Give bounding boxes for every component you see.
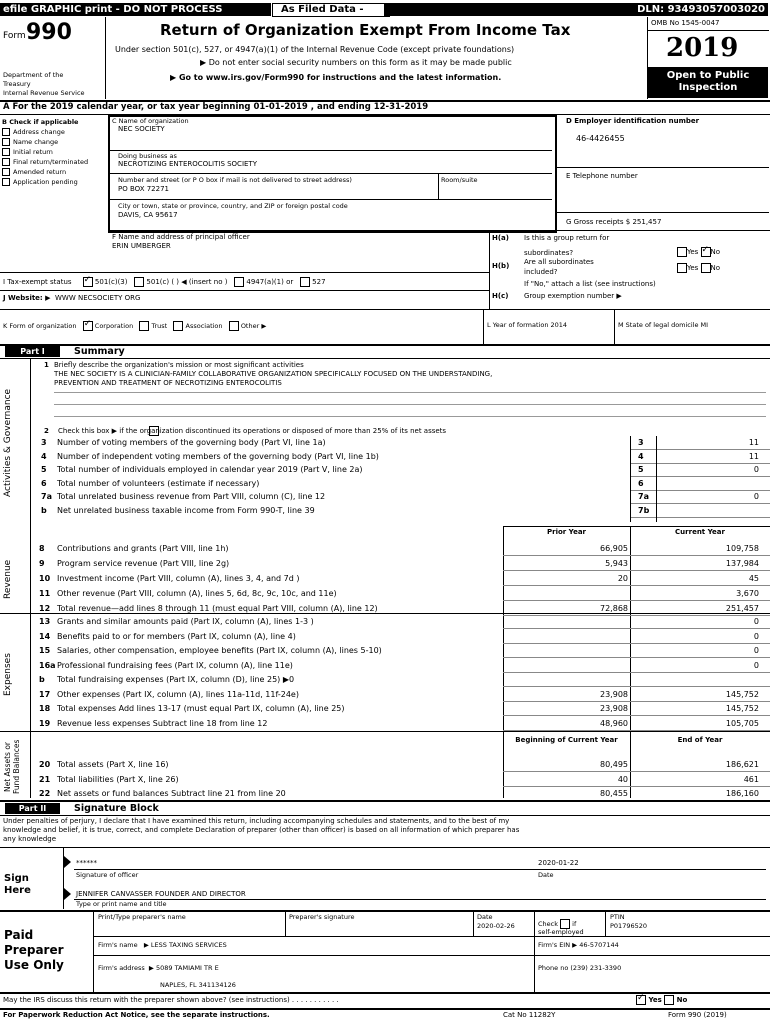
row-label: Total unrelated business revenue from Part VIII, column (C), line 12	[57, 492, 326, 501]
city-state-zip: DAVIS, CA 95617	[118, 211, 178, 219]
row-number: 15	[39, 646, 51, 655]
row-number: 9	[39, 559, 45, 568]
other-checkbox[interactable]	[229, 321, 239, 331]
tax-year: 2019	[666, 33, 739, 63]
row-line-number: 6	[638, 478, 644, 488]
check-item-checkbox[interactable]	[2, 148, 10, 156]
preparer-date: 2020-02-26	[477, 922, 515, 930]
status-4947-label: 4947(a)(1) or	[246, 278, 294, 286]
firm-address-line-2: NAPLES, FL 341134126	[160, 981, 236, 989]
row-line-number: 5	[638, 465, 644, 474]
current-year-value: 137,984	[725, 559, 759, 568]
principal-officer-label: F Name and address of principal officer	[112, 233, 250, 241]
line-a: A For the 2019 calendar year, or tax year beginning 01-01-2019 , and ending 12-31-2019	[3, 102, 429, 112]
open-to-public-badge	[648, 67, 768, 98]
preparer-date-label: Date	[477, 913, 493, 921]
row-number: 17	[39, 689, 51, 699]
check-item-label: Address change	[13, 128, 65, 136]
hc-question: Group exemption number ▶	[524, 292, 622, 300]
hb-yes-label: Yes	[687, 264, 699, 272]
year-of-formation: L Year of formation 2014	[487, 321, 568, 329]
officer-name-title: JENNIFER CANVASSER FOUNDER AND DIRECTOR	[76, 890, 246, 898]
form-subtitle: Under section 501(c), 527, or 4947(a)(1) of the Internal Revenue Code (except private foundations)	[115, 45, 515, 54]
ha-no-label: No	[710, 248, 721, 256]
check-item-label: Final return/terminated	[13, 158, 89, 166]
check-item	[2, 148, 106, 156]
row-line-number: 7a	[638, 492, 649, 501]
current-year-value: 45	[748, 574, 759, 583]
current-year-value: 461	[743, 774, 759, 784]
form-number: 990	[26, 20, 72, 45]
preparer-name-label: Print/Type preparer's name	[98, 913, 186, 921]
city-label: City or town, state or province, country, and ZIP or foreign postal code	[118, 202, 348, 210]
check-item-checkbox[interactable]	[2, 158, 10, 166]
row-number: 7a	[41, 492, 52, 501]
check-label: Check	[538, 920, 558, 928]
current-year-value: 186,621	[725, 760, 759, 769]
check-if-applicable-title: B Check if applicable	[2, 118, 79, 126]
check-item	[2, 178, 106, 186]
signature-date-label: Date	[538, 871, 554, 879]
ein-value: 46-4426455	[576, 134, 625, 143]
firm-address-label: Firm's address	[98, 964, 145, 972]
ssn-note: ▶ Do not enter social security numbers on this form as it may be made public	[200, 58, 512, 67]
mission-line-2: PREVENTION AND TREATMENT OF NECROTIZING ENTEROCOLITIS	[54, 379, 282, 387]
check-item-label: Initial return	[13, 148, 53, 156]
form-title: Return of Organization Exempt From Income Tax	[160, 21, 571, 39]
row-value: 0	[753, 465, 759, 474]
status-4947-checkbox[interactable]	[234, 277, 244, 287]
status-501c-checkbox[interactable]	[134, 277, 144, 287]
row-line-number: 4	[638, 451, 644, 461]
row-number: 13	[39, 617, 51, 626]
row-number: 8	[39, 544, 45, 553]
check-item-label: Name change	[13, 138, 59, 146]
row-label: Professional fundraising fees (Part IX, column (A), line 11e)	[57, 660, 293, 670]
status-501c-label: 501(c) ( ) ◀ (insert no )	[146, 278, 228, 286]
firm-name-row	[98, 941, 227, 949]
status-527-label: 527	[312, 278, 326, 286]
side-activities-governance: Activities & Governance	[3, 388, 13, 498]
part1-tag: Part I	[5, 346, 60, 357]
prior-year-value: 72,868	[600, 604, 628, 613]
row-label: Net assets or fund balances Subtract line 21 from line 20	[57, 789, 286, 798]
current-year-value: 145,752	[725, 689, 759, 699]
sign-arrow-2	[64, 888, 71, 900]
corporation-label: Corporation	[94, 322, 134, 330]
tax-exempt-status-label: I Tax-exempt status	[3, 278, 72, 286]
row-number: b	[39, 675, 45, 684]
row-label: Total assets (Part X, line 16)	[57, 760, 169, 769]
gross-receipts: G Gross receipts $ 251,457	[566, 218, 662, 226]
check-item-checkbox[interactable]	[2, 178, 10, 186]
officer-signature: ******	[76, 859, 97, 867]
prior-year-value: 80,455	[600, 789, 628, 798]
name-of-org-label: C Name of organization	[112, 117, 189, 125]
sign-label: Sign	[4, 873, 29, 884]
ein-label: D Employer identification number	[566, 117, 700, 125]
current-year-value: 109,758	[725, 544, 759, 553]
row-number: 14	[39, 631, 51, 641]
firm-name-label: Firm's name	[98, 941, 138, 949]
prior-year-value: 23,908	[600, 689, 628, 699]
trust-label: Trust	[151, 322, 168, 330]
hb-note: If "No," attach a list (see instructions)	[524, 280, 656, 288]
firm-phone: Phone no (239) 231-3390	[538, 964, 622, 972]
discuss-no-checkbox[interactable]	[664, 995, 674, 1005]
prior-year-value: 80,495	[600, 760, 628, 769]
row-label: Number of independent voting members of the governing body (Part VI, line 1b)	[57, 451, 379, 461]
irs-link[interactable]: ▶ Go to www.irs.gov/Form990 for instructions and the latest information.	[170, 73, 502, 82]
check-item	[2, 138, 106, 146]
row-label: Program service revenue (Part VIII, line 2g)	[57, 559, 230, 568]
status-527-checkbox[interactable]	[300, 277, 310, 287]
row-line-number: 3	[638, 438, 644, 447]
discuss-yes-label: Yes	[648, 996, 662, 1004]
row-number: 19	[39, 718, 51, 728]
row-label: Total liabilities (Part X, line 26)	[57, 774, 179, 784]
check-item-checkbox[interactable]	[2, 128, 10, 136]
row-number: 18	[39, 704, 51, 713]
preparer-label: Preparer	[4, 943, 64, 957]
mission-line-1: THE NEC SOCIETY IS A CLINICIAN-FAMILY COLLABORATIVE ORGANIZATION SPECIFICALLY FOCUSED ON THE UNDERSTANDING,	[54, 370, 493, 378]
prior-year-value: 20	[617, 574, 628, 583]
hb-no-checkbox[interactable]	[701, 263, 711, 273]
row-label: Total number of volunteers (estimate if necessary)	[57, 478, 260, 488]
hb-question: Are all subordinates	[524, 258, 594, 266]
current-year-value: 0	[753, 660, 759, 670]
hb-yes-checkbox[interactable]	[677, 263, 687, 273]
row-number: 11	[39, 589, 51, 598]
declaration-line-2: knowledge and belief, it is true, correct, and complete Declaration of preparer (other than officer) is based on all information of which preparer has	[3, 826, 520, 834]
street-address: PO BOX 72271	[118, 185, 169, 193]
tax-exempt-status-row	[3, 277, 326, 287]
dln-banner: DLN: 93493057003020	[384, 3, 768, 16]
form-of-org-row	[3, 321, 266, 331]
prior-year-value: 66,905	[600, 544, 628, 553]
association-label: Association	[185, 322, 223, 330]
open-line-2: Inspection	[678, 82, 738, 93]
association-checkbox[interactable]	[173, 321, 183, 331]
row-line-number: 7b	[638, 505, 650, 515]
current-year-value: 105,705	[725, 718, 759, 728]
side-net-assets: Net Assets or Fund Balances	[3, 739, 21, 795]
ptin-value: P01796520	[610, 922, 648, 930]
hb-no-label: No	[710, 264, 721, 272]
corporation-checkbox[interactable]	[83, 321, 93, 331]
current-year-value: 251,457	[725, 604, 759, 613]
ha-question: Is this a group return for	[524, 234, 610, 242]
row-label: Revenue less expenses Subtract line 18 from line 12	[57, 718, 268, 728]
row-label: Total revenue—add lines 8 through 11 (must equal Part VIII, column (A), line 12)	[57, 604, 378, 613]
hb-question-2: included?	[524, 268, 558, 276]
check-item-checkbox[interactable]	[2, 168, 10, 176]
status-501c3-label: 501(c)(3)	[94, 278, 128, 286]
firm-ein: Firm's EIN ▶ 46-5707144	[538, 941, 619, 949]
check-item	[2, 128, 106, 136]
line2-text: Check this box ▶ if the organization discontinued its operations or disposed of more than 25% of its net assets	[58, 427, 447, 435]
omb-number: OMB No 1545-0047	[651, 19, 720, 27]
ha-question-2: subordinates?	[524, 249, 574, 257]
hb-tag: H(b)	[492, 262, 510, 270]
form-label: Form	[3, 31, 26, 41]
row-label: Total number of individuals employed in calendar year 2019 (Part V, line 2a)	[57, 465, 363, 474]
check-item-label: Application pending	[13, 178, 78, 186]
check-item-label: Amended return	[13, 168, 67, 176]
side-revenue: Revenue	[3, 559, 13, 599]
website-label: J Website: ▶	[3, 294, 51, 302]
signature-date: 2020-01-22	[538, 859, 579, 867]
paid-label: Paid	[4, 928, 34, 942]
row-number: 10	[39, 574, 51, 583]
self-employed-label: self-employed	[538, 928, 584, 936]
discuss-no-label: No	[676, 996, 688, 1004]
name-title-label: Type or print name and title	[76, 900, 167, 908]
department-line-2: Treasury	[3, 80, 31, 88]
hb-yes-no	[677, 263, 720, 273]
prior-year-value: 23,908	[600, 704, 628, 713]
check-item-checkbox[interactable]	[2, 138, 10, 146]
row-label: Total fundraising expenses (Part IX, column (D), line 25) ▶0	[57, 675, 295, 684]
signature-label: Signature of officer	[76, 871, 139, 879]
part2-title: Signature Block	[74, 803, 159, 814]
as-filed-label: As Filed Data -	[272, 3, 390, 17]
ha-tag: H(a)	[492, 234, 509, 242]
ha-no-checkbox[interactable]	[701, 247, 711, 257]
here-label: Here	[4, 885, 31, 896]
line2-num: 2	[44, 427, 49, 435]
row-label: Grants and similar amounts paid (Part IX, column (A), lines 1-3 )	[57, 617, 314, 626]
prior-year-value: 5,943	[605, 559, 628, 568]
current-year-value: 186,160	[725, 789, 759, 798]
firm-name: ▶ LESS TAXING SERVICES	[143, 941, 227, 949]
current-year-header: Current Year	[675, 528, 725, 536]
beginning-year-header: Beginning of Current Year	[515, 736, 618, 744]
row-label: Net unrelated business taxable income from Form 990-T, line 39	[57, 505, 315, 515]
website-value[interactable]: WWW NECSOCIETY ORG	[55, 294, 141, 302]
current-year-value: 3,670	[736, 589, 759, 598]
check-if-applicable	[2, 118, 106, 186]
row-label: Investment income (Part VIII, column (A), lines 3, 4, and 7d )	[57, 574, 300, 583]
row-label: Number of voting members of the governing body (Part VI, line 1a)	[57, 438, 326, 447]
prior-year-header: Prior Year	[546, 528, 587, 536]
telephone-label: E Telephone number	[566, 172, 638, 180]
prior-year-value: 48,960	[600, 718, 628, 728]
use-only-label: Use Only	[4, 958, 64, 972]
part1-title: Summary	[74, 346, 125, 357]
sign-arrow	[64, 856, 71, 868]
form-footer-id: Form 990 (2019)	[668, 1011, 727, 1019]
street-label: Number and street (or P O box if mail is not delivered to street address)	[118, 176, 352, 184]
end-of-year-header: End of Year	[677, 736, 723, 744]
department-line-1: Department of the	[3, 71, 64, 79]
principal-officer-name: ERIN UMBERGER	[112, 242, 171, 250]
discuss-question: May the IRS discuss this return with the preparer shown above? (see instructions) . . . . . . . . . . .	[3, 996, 339, 1004]
room-suite-label: Room/suite	[441, 176, 478, 184]
hc-tag: H(c)	[492, 292, 509, 300]
row-label: Benefits paid to or for members (Part IX, column (A), line 4)	[57, 631, 296, 641]
row-label: Contributions and grants (Part VIII, line 1h)	[57, 544, 229, 553]
row-value: 0	[753, 492, 759, 501]
side-expenses: Expenses	[3, 653, 13, 697]
form-of-org-label: K Form of organization	[3, 322, 77, 330]
website-row	[3, 294, 140, 302]
paperwork-notice: For Paperwork Reduction Act Notice, see the separate instructions.	[3, 1011, 270, 1019]
efile-banner: efile GRAPHIC print - DO NOT PROCESS	[0, 3, 271, 16]
row-number: 20	[39, 760, 51, 769]
row-value: 11	[748, 451, 759, 461]
row-number: 4	[41, 451, 47, 461]
row-label: Salaries, other compensation, employee benefits (Part IX, column (A), lines 5-10)	[57, 646, 382, 655]
current-year-value: 145,752	[725, 704, 759, 713]
if-label: if	[572, 920, 577, 928]
part2-tag: Part II	[5, 803, 60, 814]
org-name: NEC SOCIETY	[118, 125, 165, 133]
row-number: b	[41, 505, 47, 515]
row-number: 16a	[39, 660, 56, 670]
ptin-label: PTIN	[610, 913, 625, 921]
discuss-answer	[636, 995, 687, 1005]
trust-checkbox[interactable]	[139, 321, 149, 331]
row-number: 22	[39, 789, 51, 798]
line1-num: 1	[44, 361, 49, 369]
prior-year-value: 40	[617, 774, 628, 784]
check-item	[2, 168, 106, 176]
ha-yes-label: Yes	[687, 248, 699, 256]
status-501c3-checkbox[interactable]	[83, 277, 93, 287]
ha-yes-checkbox[interactable]	[677, 247, 687, 257]
row-number: 21	[39, 774, 51, 784]
other-label: Other ▶	[240, 322, 267, 330]
row-value: 11	[748, 438, 759, 447]
current-year-value: 0	[753, 617, 759, 626]
firm-address-line-1: ▶ 5089 TAMIAMI TR E	[148, 964, 219, 972]
declaration-line-3: any knowledge	[3, 835, 57, 843]
dba-name: NECROTIZING ENTEROCOLITIS SOCIETY	[118, 160, 257, 168]
department-line-3: Internal Revenue Service	[3, 89, 85, 97]
row-number: 6	[41, 478, 47, 488]
row-label: Total expenses Add lines 13-17 (must equal Part IX, column (A), line 25)	[57, 704, 345, 713]
current-year-value: 0	[753, 646, 759, 655]
current-year-value: 0	[753, 631, 759, 641]
line1-label: Briefly describe the organization's mission or most significant activities	[54, 361, 304, 369]
check-item	[2, 158, 106, 166]
row-number: 5	[41, 465, 47, 474]
row-label: Other expenses (Part IX, column (A), lines 11a-11d, 11f-24e)	[57, 689, 299, 699]
declaration-line-1: Under penalties of perjury, I declare that I have examined this return, including accompanying schedules and statements, and to the best of my	[3, 817, 510, 825]
firm-address-row	[98, 964, 219, 972]
discuss-yes-checkbox[interactable]	[636, 995, 646, 1005]
ha-yes-no	[677, 247, 720, 257]
row-number: 12	[39, 604, 51, 613]
dba-label: Doing business as	[118, 152, 177, 160]
row-label: Other revenue (Part VIII, column (A), lines 5, 6d, 8c, 9c, 10c, and 11e)	[57, 589, 337, 598]
open-line-1: Open to Public	[666, 70, 750, 81]
preparer-signature-label: Preparer's signature	[289, 913, 355, 921]
row-number: 3	[41, 438, 47, 447]
discontinued-checkbox[interactable]	[149, 426, 159, 436]
state-of-domicile: M State of legal domicile MI	[618, 321, 709, 329]
catalog-number: Cat No 11282Y	[503, 1011, 556, 1019]
